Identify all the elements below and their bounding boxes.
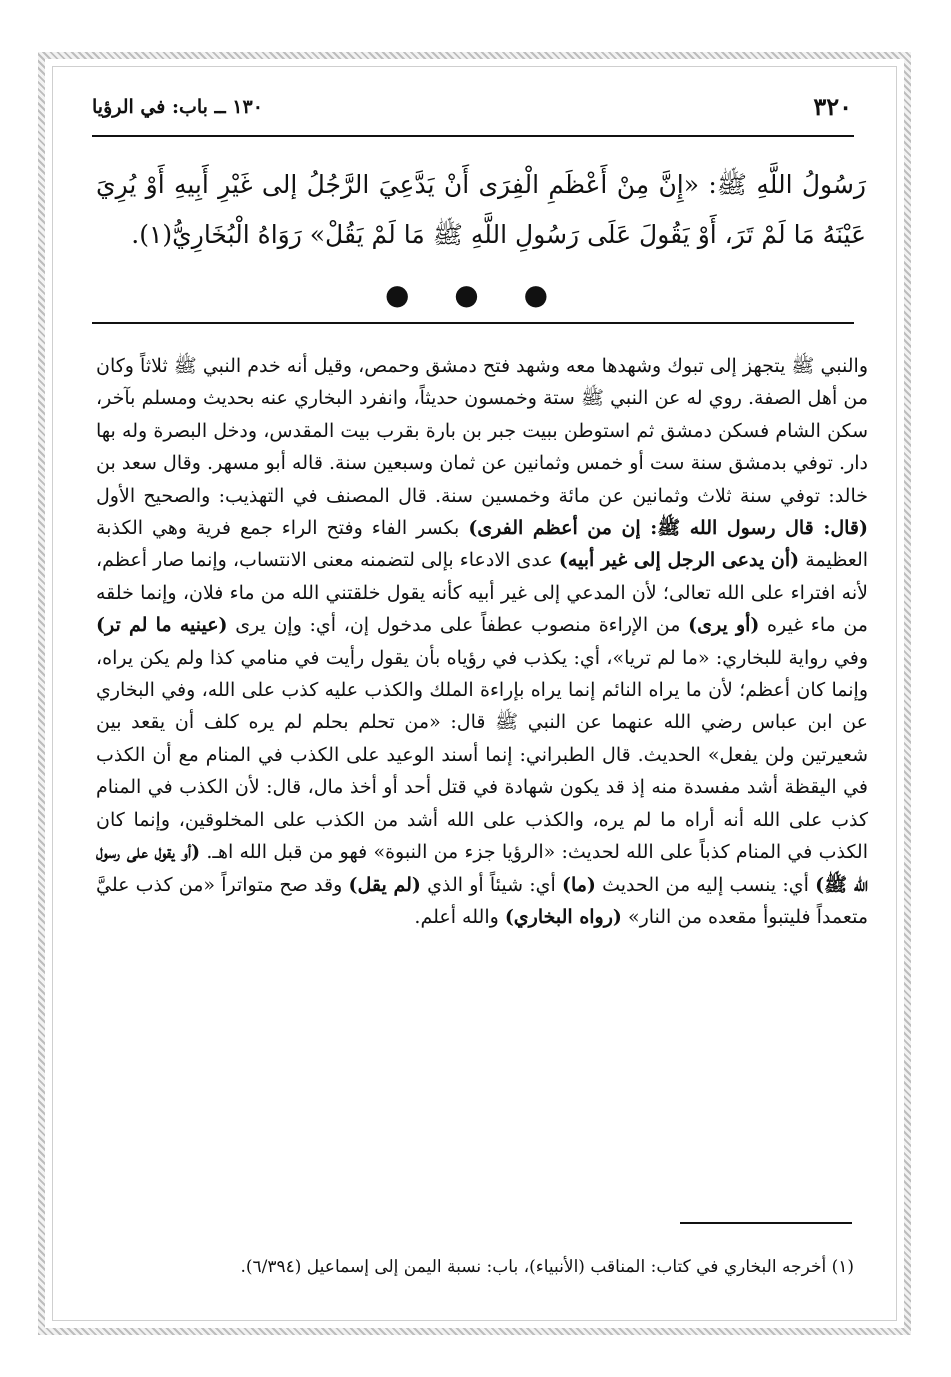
commentary-segment: بكسر الفاء وفتح الراء جمع فرية وهي الكذبة العظيمة bbox=[96, 517, 869, 572]
commentary-segment: أي: شيئاً أو الذي bbox=[420, 873, 562, 896]
commentary-bold-segment: (قال: قال رسول الله ﷺ: إن من أعظم الفرى) bbox=[468, 517, 868, 540]
commentary-text bbox=[96, 350, 868, 933]
commentary-bold-segment: (أو يرى) bbox=[688, 614, 760, 637]
page-number: ٣٢٠ bbox=[813, 92, 852, 121]
section-separator-dots: ● ● ● bbox=[384, 278, 567, 311]
commentary-bold-segment: (أن يدعى الرجل إلى غير أبيه) bbox=[558, 549, 800, 572]
section-rule bbox=[92, 322, 854, 324]
page-header bbox=[92, 92, 852, 134]
commentary-segment: والله أعلم. bbox=[414, 905, 505, 928]
header-rule bbox=[92, 135, 854, 137]
commentary-segment: من الإراءة منصوب عطفاً على مدخول إن، أي: وإن يرى bbox=[227, 614, 689, 637]
commentary-bold-segment: (ما) bbox=[561, 873, 596, 896]
commentary-segment: عدى الادعاء بإلى لتضمنه معنى الانتساب، وإنما صار أعظم، لأنه افتراء على الله تعالى؛ لأن المدعي إلى غير أبيه كأنه يقول خلقتني الله من ماء فلان، وإنما خلقه من ماء غيره bbox=[96, 549, 868, 637]
commentary-bold-segment: (رواه البخاري) bbox=[504, 905, 622, 928]
commentary-bold-segment: (أو يقول على رسول الله ﷺ) bbox=[96, 841, 868, 896]
commentary-segment: أي: ينسب إليه من الحديث bbox=[595, 873, 816, 896]
commentary-segment: والنبي ﷺ يتجهز إلى تبوك وشهدها معه وشهد فتح دمشق وحمص، وقيل أنه خدم النبي ﷺ ثلاثاً وكان من أهل الصفة. روي له عن النبي ﷺ ستة وخمسون حديثاً، وانفرد البخاري عنه بحديث ومسلم بآخر، سكن الشام فسكن دمشق ثم استوطن ببيت جبر بن بارة بقرب بيت المقدس، ودخل البصرة وله بها دار. توفي بدمشق سنة ست أو خمس وثمانين عن ثمان وسبعين سنة. قاله أبو مسهر. وقال سعد بن خالد: توفي سنة ثلاث وثمانين عن مائة وخمسين سنة. قال المصنف في التهذيب: والصحيح الأول bbox=[96, 355, 869, 507]
footnote-rule bbox=[680, 1222, 852, 1224]
footnote: (١) أخرجه البخاري في كتاب: المناقب (الأنبياء)، باب: نسبة اليمن إلى إسماعيل (٦/٣٩٤). bbox=[240, 1257, 854, 1277]
commentary-bold-segment: (عينيه ما لم تر) bbox=[96, 614, 228, 637]
commentary-segment: وقد صح متواتراً «من كذب عليَّ متعمداً فليتبوأ مقعده من النار» bbox=[96, 873, 868, 928]
commentary-bold-segment: (لم يقل) bbox=[348, 873, 421, 896]
running-head: ١٣٠ ــ باب: في الرؤيا bbox=[92, 96, 263, 118]
hadith-text: رَسُولُ اللَّهِ ﷺ: «إِنَّ مِنْ أَعْظَمِ الْفِرَى أَنْ يَدَّعِيَ الرَّجُلُ إلى غَيْرِ أَبِيهِ أَوْ يُرِيَ عَيْنَهُ مَا لَمْ تَرَ، أَوْ يَقُولَ عَلَى رَسُولِ اللَّهِ ﷺ مَا لَمْ يَقُلْ» رَوَاهُ الْبُخَارِيُّ(١). bbox=[96, 170, 866, 249]
commentary-segment: وفي رواية للبخاري: «ما لم تريا»، أي: يكذب في رؤياه بأن يقول رأيت في منامي كذا ولم يكن يراه، وإنما كان أعظم؛ لأن ما يراه النائم إنما يراه بإراءة الملك والكذب عليه كذب على الله، وفي البخاري عن ابن عباس رضي الله عنهما عن النبي ﷺ قال: «من تحلم بحلم لم يره كلف أن يقعد بين شعيرتين ولن يفعل» الحديث. قال الطبراني: إنما أسند الوعيد على الكذب في المنام مع أن الكذب في اليقظة أشد مفسدة منه إذ قد يكون شهادة في قتل أحد أو أخذ مال، قال: لأن الكذب في المنام كذب على الله أنه أراه ما لم يره، والكذب على الله أشد من الكذب على المخلوقين، وإنما كان الكذب في المنام كذباً على الله لحديث: «الرؤيا جزء من النبوة» فهو من قبل الله اهـ. bbox=[96, 646, 868, 864]
